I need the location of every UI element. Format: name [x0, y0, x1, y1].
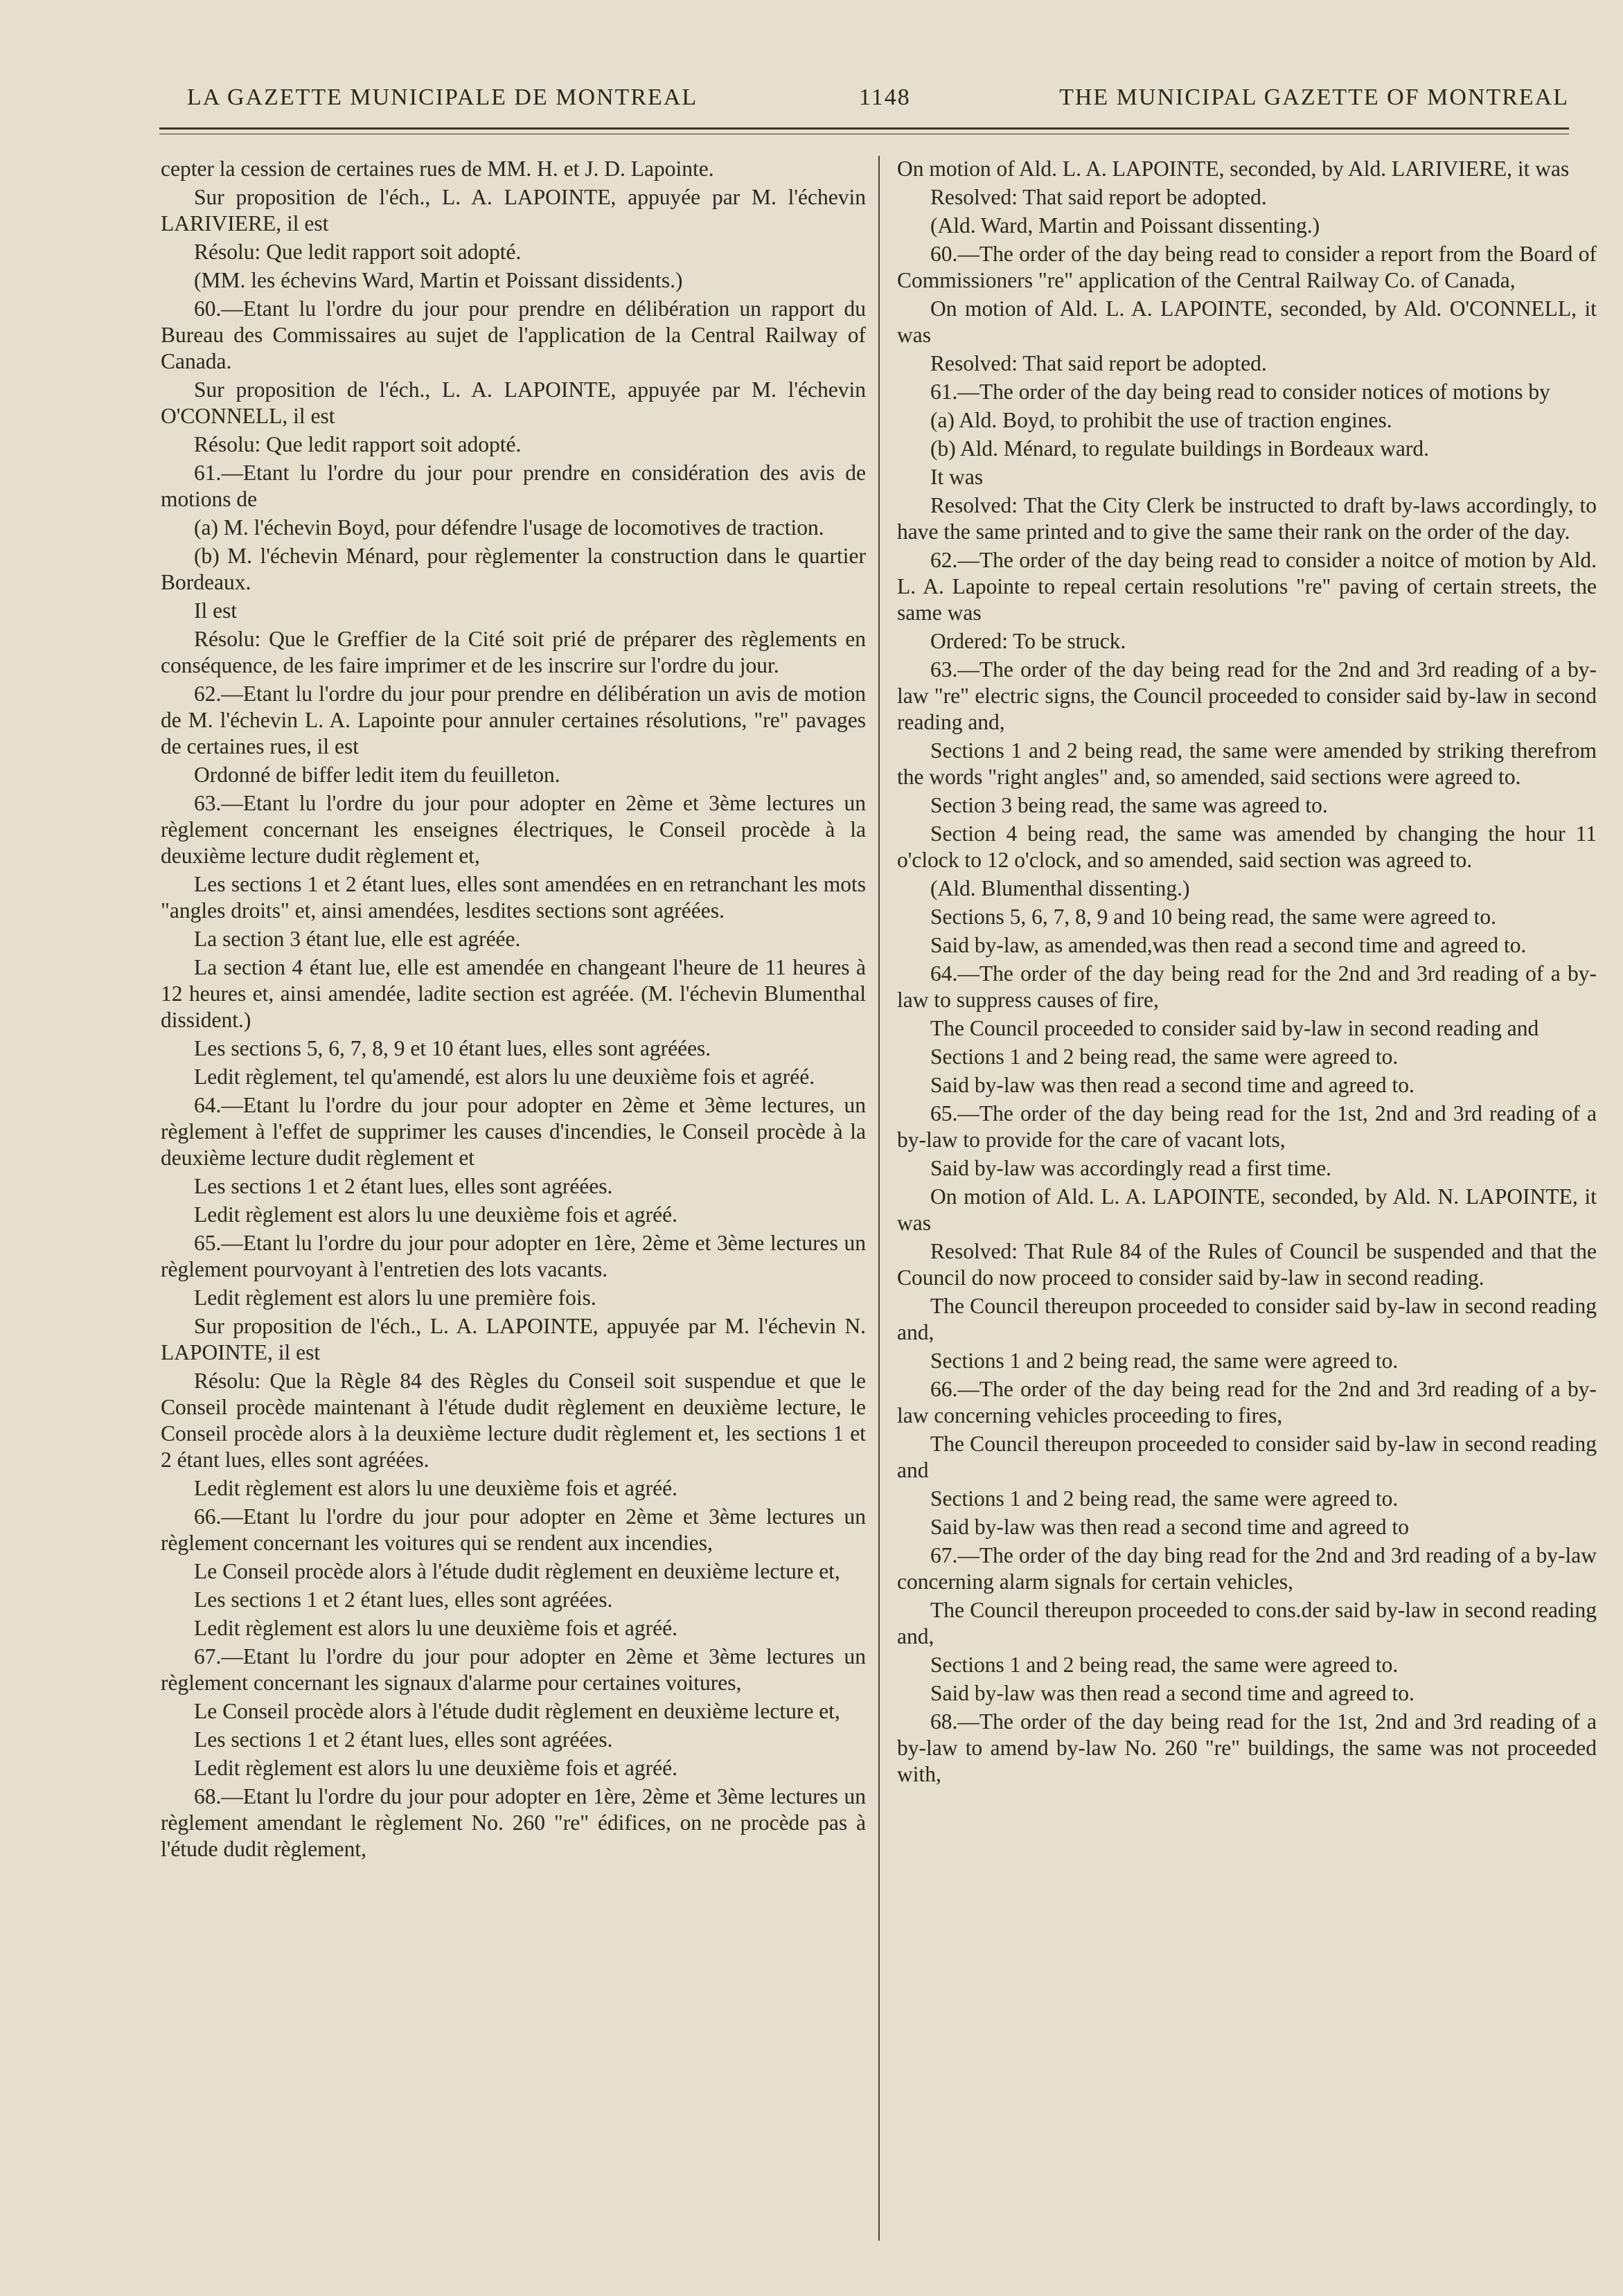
- paragraph: Ledit règlement est alors lu une deuxième fois et agréé.: [194, 1476, 677, 1500]
- column-divider: [878, 156, 880, 2241]
- paragraph: Resolved: That the City Clerk be instructed to draft by-laws accordingly, to have the same printed and to give the same their rank on the order of the day.: [897, 493, 1597, 544]
- paragraph: Sur proposition de l'éch., L. A. LAPOINTE, appuyée par M. l'échevin LARIVIERE, il est: [161, 185, 866, 235]
- paragraph: The Council thereupon proceeded to consider said by-law in second reading and: [897, 1432, 1597, 1482]
- paragraph: 65.—The order of the day being read for the 1st, 2nd and 3rd reading of a by-law to provide for the care of vacant lots,: [897, 1101, 1597, 1152]
- paragraph: 68.—The order of the day being read for the 1st, 2nd and 3rd reading of a by-law to amend by-law No. 260 "re" buildings, the same was not proceeded with,: [897, 1709, 1597, 1786]
- page-header: [187, 84, 1569, 126]
- paragraph: Ordonné de biffer ledit item du feuilleton.: [194, 763, 560, 787]
- paragraph: (b) M. l'échevin Ménard, pour règlementer la construction dans le quartier Bordeaux.: [161, 544, 866, 594]
- paragraph: 61.—The order of the day being read to consider notices of motions by: [930, 380, 1550, 404]
- paragraph: Les sections 5, 6, 7, 8, 9 et 10 étant lues, elles sont agréées.: [194, 1036, 711, 1060]
- paragraph: (MM. les échevins Ward, Martin et Poissant dissidents.): [194, 268, 683, 292]
- paragraph: Les sections 1 et 2 étant lues, elles sont agréées.: [194, 1727, 613, 1752]
- paragraph: (Ald. Blumenthal dissenting.): [930, 876, 1190, 900]
- paragraph: 67.—Etant lu l'ordre du jour pour adopter en 2ème et 3ème lectures un règlement concernant les signaux d'alarme pour certaines voitures,: [161, 1644, 866, 1695]
- paragraph: Said by-law was then read a second time and agreed to.: [930, 1681, 1414, 1705]
- header-rule-thick: [159, 127, 1569, 130]
- paragraph: Résolu: Que ledit rapport soit adopté.: [194, 240, 522, 264]
- paragraph: Sections 1 and 2 being read, the same were agreed to.: [930, 1653, 1399, 1677]
- english-column: [897, 156, 1597, 2275]
- french-column: [161, 156, 866, 2275]
- paragraph: La section 4 étant lue, elle est amendée en changeant l'heure de 11 heures à 12 heures et, ainsi amendée, ladite section est agréée. (M. l'échevin Blumenthal dissident.): [161, 955, 866, 1032]
- paragraph: 60.—The order of the day being read to consider a report from the Board of Commissioners "re" application of the Central Railway Co. of Canada,: [897, 242, 1597, 292]
- paragraph: Ledit règlement est alors lu une deuxième fois et agréé.: [194, 1616, 677, 1640]
- paragraph: On motion of Ald. L. A. LAPOINTE, seconded, by Ald. O'CONNELL, it was: [897, 296, 1597, 347]
- paragraph: Sections 1 and 2 being read, the same were amended by striking therefrom the words "right angles" and, so amended, said sections were agreed to.: [897, 738, 1597, 789]
- paragraph: Sections 1 and 2 being read, the same were agreed to.: [930, 1349, 1399, 1373]
- header-french-title: LA GAZETTE MUNICIPALE DE MONTREAL: [187, 84, 698, 110]
- paragraph: Ledit règlement est alors lu une deuxième fois et agréé.: [194, 1202, 677, 1227]
- paragraph: 60.—Etant lu l'ordre du jour pour prendre en délibération un rapport du Bureau des Commissaires au sujet de l'application de la Central Railway of Canada.: [161, 296, 866, 373]
- paragraph: (Ald. Ward, Martin and Poissant dissenting.): [930, 213, 1320, 238]
- paragraph: Sur proposition de l'éch., L. A. LAPOINTE, appuyée par M. l'échevin N. LAPOINTE, il est: [161, 1314, 866, 1364]
- paragraph: Said by-law was then read a second time and agreed to.: [930, 1073, 1414, 1097]
- paragraph: The Council proceeded to consider said by-law in second reading and: [930, 1016, 1539, 1040]
- paragraph: Les sections 1 et 2 étant lues, elles sont amendées en en retranchant les mots "angles droits" et, ainsi amendées, lesdites sections sont agréées.: [161, 872, 866, 923]
- paragraph: Ledit règlement, tel qu'amendé, est alors lu une deuxième fois et agréé.: [194, 1065, 815, 1089]
- paragraph: On motion of Ald. L. A. LAPOINTE, seconded, by Ald. LARIVIERE, it was: [897, 157, 1570, 181]
- paragraph: 66.—Etant lu l'ordre du jour pour adopter en 2ème et 3ème lectures un règlement concernant les voitures qui se rendent aux incendies,: [161, 1504, 866, 1555]
- paragraph: (b) Ald. Ménard, to regulate buildings in Bordeaux ward.: [930, 436, 1429, 461]
- paragraph: 66.—The order of the day being read for the 2nd and 3rd reading of a by-law concerning vehicles proceeding to fires,: [897, 1377, 1597, 1427]
- paragraph: 64.—The order of the day being read for the 2nd and 3rd reading of a by-law to suppress causes of fire,: [897, 961, 1597, 1012]
- paragraph: Sur proposition de l'éch., L. A. LAPOINTE, appuyée par M. l'échevin O'CONNELL, il est: [161, 377, 866, 428]
- paragraph: 67.—The order of the day bing read for the 2nd and 3rd reading of a by-law concerning alarm signals for certain vehicles,: [897, 1543, 1597, 1594]
- paragraph: Resolved: That said report be adopted.: [930, 185, 1267, 209]
- paragraph: 64.—Etant lu l'ordre du jour pour adopter en 2ème et 3ème lectures, un règlement à l'effet de supprimer les causes d'incendies, le Conseil procède à la deuxième lecture dudit règlement et: [161, 1093, 866, 1170]
- paragraph: Resolved: That Rule 84 of the Rules of Council be suspended and that the Council do now proceed to consider said by-law in second reading.: [897, 1239, 1597, 1290]
- paragraph: 65.—Etant lu l'ordre du jour pour adopter en 1ère, 2ème et 3ème lectures un règlement pourvoyant à l'entretien des lots vacants.: [161, 1231, 866, 1281]
- paragraph: The Council thereupon proceeded to consider said by-law in second reading and,: [897, 1294, 1597, 1344]
- paragraph: Ledit règlement est alors lu une première fois.: [194, 1285, 596, 1310]
- paragraph: (a) Ald. Boyd, to prohibit the use of traction engines.: [930, 408, 1392, 432]
- paragraph: Ledit règlement est alors lu une deuxième fois et agréé.: [194, 1756, 677, 1780]
- paragraph: Section 3 being read, the same was agreed to.: [930, 793, 1328, 817]
- paragraph: 68.—Etant lu l'ordre du jour pour adopter en 1ère, 2ème et 3ème lectures un règlement amendant le règlement No. 260 "re" édifices, on ne procède pas à l'étude dudit règlement,: [161, 1784, 866, 1861]
- paragraph: Résolu: Que le Greffier de la Cité soit prié de préparer des règlements en conséquence, de les faire imprimer et de les inscrire sur l'ordre du jour.: [161, 627, 866, 677]
- paragraph: Les sections 1 et 2 étant lues, elles sont agréées.: [194, 1587, 613, 1612]
- paragraph: Il est: [194, 598, 238, 623]
- paragraph: Sections 1 and 2 being read, the same were agreed to.: [930, 1044, 1399, 1069]
- paragraph: On motion of Ald. L. A. LAPOINTE, seconded, by Ald. N. LAPOINTE, it was: [897, 1184, 1597, 1235]
- paragraph: 62.—The order of the day being read to consider a noitce of motion by Ald. L. A. Lapointe to repeal certain resolutions "re" paving of certain streets, the same was: [897, 548, 1597, 625]
- paragraph: cepter la cession de certaines rues de MM. H. et J. D. Lapointe.: [161, 157, 714, 181]
- paragraph: Said by-law was accordingly read a first time.: [930, 1156, 1332, 1180]
- paragraph: Said by-law was then read a second time and agreed to: [930, 1515, 1410, 1539]
- paragraph: Section 4 being read, the same was amended by changing the hour 11 o'clock to 12 o'clock, and so amended, said section was agreed to.: [897, 821, 1597, 872]
- paragraph: Said by-law, as amended,was then read a second time and agreed to.: [930, 933, 1527, 957]
- paragraph: Sections 5, 6, 7, 8, 9 and 10 being read, the same were agreed to.: [930, 905, 1497, 929]
- paragraph: Résolu: Que ledit rapport soit adopté.: [194, 432, 522, 456]
- paragraph: Résolu: Que la Règle 84 des Règles du Conseil soit suspendue et que le Conseil procède maintenant à l'étude dudit règlement en deuxième lecture, le Conseil procède alors à la deuxième lecture dudit règlement et, les sections 1 et 2 étant lues, elles sont agréées.: [161, 1369, 866, 1472]
- paragraph: 61.—Etant lu l'ordre du jour pour prendre en considération des avis de motions de: [161, 461, 866, 511]
- header-english-title: THE MUNICIPAL GAZETTE OF MONTREAL: [1059, 84, 1569, 110]
- paragraph: (a) M. l'échevin Boyd, pour défendre l'usage de locomotives de traction.: [194, 515, 824, 540]
- paragraph: The Council thereupon proceeded to cons.der said by-law in second reading and,: [897, 1598, 1597, 1648]
- paragraph: Le Conseil procède alors à l'étude dudit règlement en deuxième lecture et,: [194, 1559, 840, 1583]
- paragraph: 63.—The order of the day being read for the 2nd and 3rd reading of a by-law "re" electric signs, the Council proceeded to consider said by-law in second reading and,: [897, 657, 1597, 734]
- paragraph: 63.—Etant lu l'ordre du jour pour adopter en 2ème et 3ème lectures un règlement concernant les enseignes électriques, le Conseil procède à la deuxième lecture dudit règlement et,: [161, 791, 866, 868]
- paragraph: Le Conseil procède alors à l'étude dudit règlement en deuxième lecture et,: [194, 1699, 840, 1723]
- paragraph: Resolved: That said report be adopted.: [930, 351, 1267, 375]
- paragraph: La section 3 étant lue, elle est agréée.: [194, 927, 521, 951]
- paragraph: Sections 1 and 2 being read, the same were agreed to.: [930, 1486, 1399, 1511]
- paragraph: 62.—Etant lu l'ordre du jour pour prendre en délibération un avis de motion de M. l'échevin L. A. Lapointe pour annuler certaines résolutions, "re" pavages de certaines rues, il est: [161, 682, 866, 758]
- paragraph: Les sections 1 et 2 étant lues, elles sont agréées.: [194, 1174, 613, 1198]
- page-number: 1148: [859, 84, 911, 110]
- paragraph: It was: [930, 465, 984, 489]
- paragraph: Ordered: To be struck.: [930, 629, 1126, 653]
